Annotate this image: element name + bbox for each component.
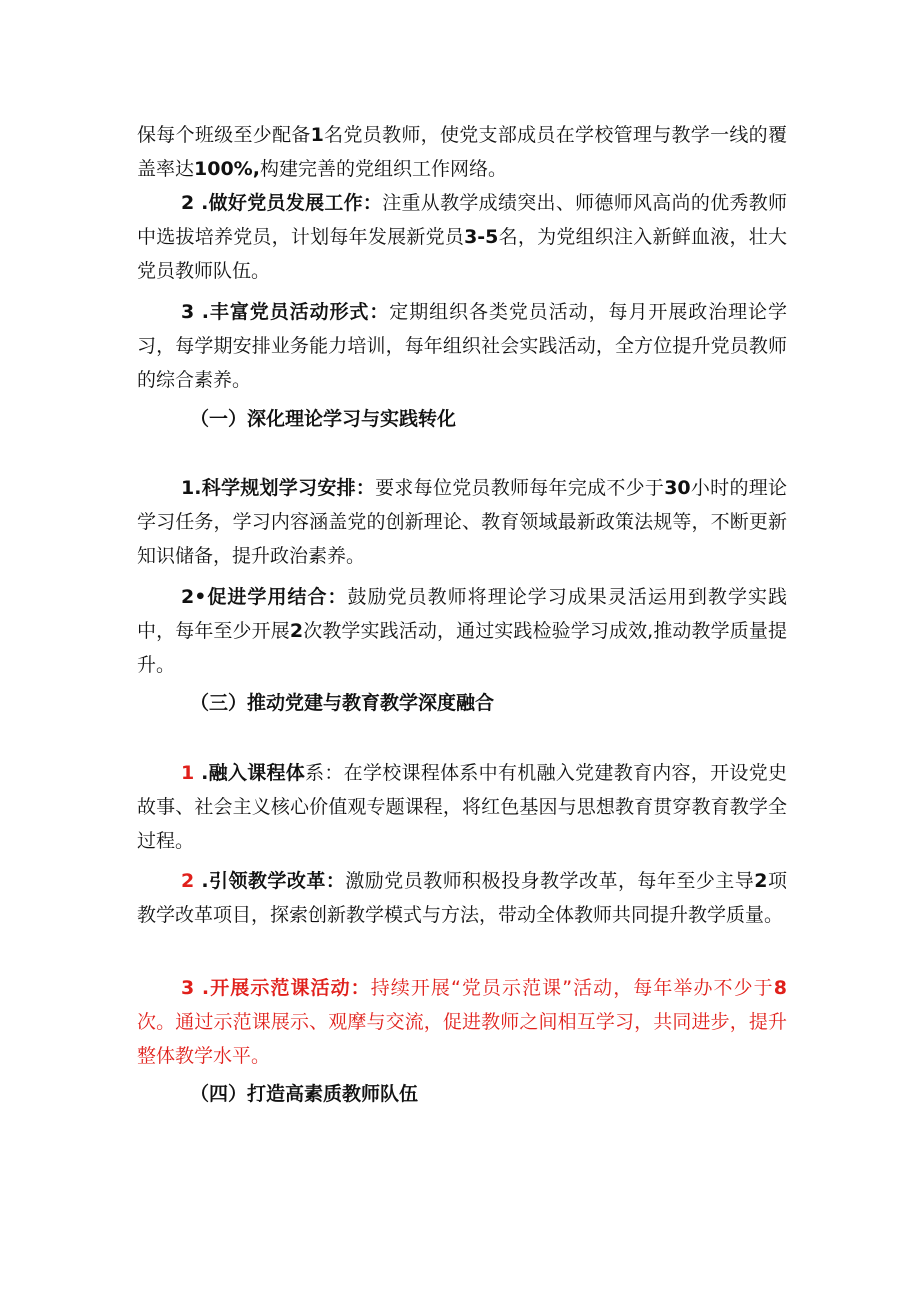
text-run: 小时的理论学习任务，学习内容涵盖党的创新理论、教育领域最新政策法规等，不断更新知识储备，提升政治素养。 (137, 477, 787, 567)
section-heading-1: （一）深化理论学习与实践转化 (190, 408, 457, 430)
text-run: 名，为党组织注入新鲜血液，壮大党员教师队伍。 (137, 226, 787, 282)
bold-number: 8 (773, 977, 787, 999)
item-number: 2 (181, 870, 195, 892)
bold-number: 100%, (194, 158, 260, 180)
text-run: 名党员教师，使党支部成员在学校管理与教学一线的覆盖率达 (137, 124, 787, 180)
text-run: 次教学实践活动，通过实践检验学习成效,推动教学质量提升。 (137, 620, 787, 676)
text-run: 项教学改革项目，探索创新教学模式与方法，带动全体教师共同提升教学质量。 (137, 870, 787, 926)
bold-number: 30 (664, 477, 691, 499)
paragraph-activity-forms (137, 295, 787, 397)
section-heading-3: （三）推动党建与教育教学深度融合 (190, 692, 495, 714)
bold-number: 2 (289, 620, 304, 642)
text-run: 持续开展“党员示范课”活动，每年举办不少于 (370, 977, 774, 999)
paragraph-study-plan (137, 471, 787, 573)
text-run: 定期组织各类党员活动，每月开展政治理论学习，每学期安排业务能力培训，每年组织社会实践活动，全方位提升党员教师的综合素养。 (137, 301, 787, 391)
paragraph-demo-lessons (137, 971, 787, 1073)
item-label: 3 .丰富党员活动形式： (181, 301, 390, 323)
paragraph-coverage (137, 118, 787, 186)
text-run: 鼓励党员教师将理论学习成果灵活运用到教学实践中，每年至少开展 (137, 586, 787, 642)
item-label: 2•促进学用结合： (181, 586, 348, 608)
text-run: 保每个班级至少配备 (137, 124, 311, 146)
item-label: .引领教学改革： (194, 870, 346, 892)
bold-number: 3-5 (464, 226, 499, 248)
text-run: 注重从教学成绩突出、师德师风高尚的优秀教师中选拔培养党员，计划每年发展新党员 (137, 192, 787, 248)
item-number: 1 (181, 762, 195, 784)
text-run: 系：在学校课程体系中有机融入党建教育内容，开设党史故事、社会主义核心价值观专题课程，将红色基因与思想教育贯穿教育教学全过程。 (137, 762, 787, 852)
paragraph-curriculum (137, 756, 787, 858)
bold-number: 2 (754, 870, 768, 892)
bold-number: 1 (310, 124, 324, 146)
item-label: .融入课程体 (194, 762, 306, 784)
text-run: 次。通过示范课展示、观摩与交流，促进教师之间相互学习，共同进步，提升整体教学水平。 (137, 1011, 787, 1067)
section-heading-4: （四）打造高素质教师队伍 (190, 1083, 419, 1105)
item-label: 2 .做好党员发展工作： (181, 192, 383, 214)
text-run: 构建完善的党组织工作网络。 (259, 158, 507, 180)
text-run: 激励党员教师积极投身教学改革，每年至少主导 (345, 870, 755, 892)
text-run: 要求每位党员教师每年完成不少于 (375, 477, 665, 499)
item-number: 3 (181, 977, 195, 999)
paragraph-teaching-reform (137, 864, 787, 932)
item-label: 1.科学规划学习安排： (181, 477, 376, 499)
item-label: .开展示范课活动： (194, 977, 371, 999)
paragraph-member-development (137, 186, 787, 288)
paragraph-study-practice (137, 580, 787, 682)
